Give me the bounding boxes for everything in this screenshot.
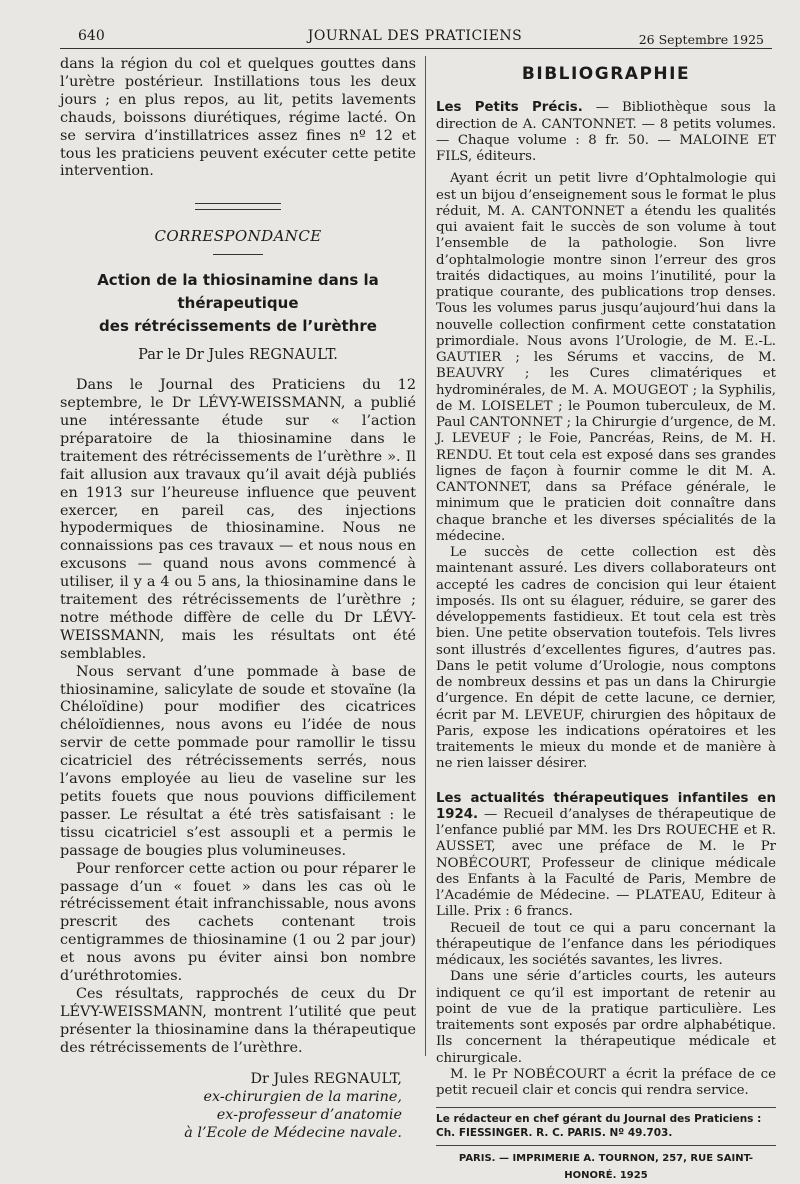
column-divider: [425, 56, 426, 1056]
editor-credit: Le rédacteur en chef gérant du Journal des Praticiens : Ch. FIESSINGER. R. C. PARIS. Nº 49.703.: [436, 1113, 762, 1140]
journal-title: JOURNAL DES PRATICIENS: [307, 28, 523, 44]
review-paragraph: Recueil de tout ce qui a paru concernant la thérapeutique de l’enfance dans les périodiques médicaux, les sociétés savantes, les livres.: [436, 920, 776, 968]
signature-line: à l’Ecole de Médecine navale.: [184, 1124, 402, 1141]
page-number: 640: [78, 28, 105, 44]
byline: Par le Dr Jules REGNAULT.: [138, 347, 338, 364]
article-paragraph: Dans le Journal des Praticiens du 12 septembre, le Dr LÉVY-WEISSMANN, a publié une intéressante étude sur « l’action préparatoire de la thiosinamine dans le traitement des rétrécissements de l’urèthre ». Il fait allusion aux travaux qu’il avait déjà publiés en 1913 sur l’heureuse influence que peuvent exercer, en pareil cas, des injections hypodermiques de thiosinamine. Nous ne connaissions pas ces travaux — et nous nous en excusons — quand nous avons commencé à utiliser, il y a 4 ou 5 ans, la thiosinamine dans le traitement des rétrécissements de l’urèthre ; notre méthode diffère de celle du Dr LÉVY-WEISSMANN, mais les résultats ont été semblables.: [60, 377, 416, 662]
article-title-line-2: des rétrécissements de l’urèthre: [99, 317, 377, 336]
printer-credit: PARIS. — IMPRIMERIE A. TOURNON, 257, RUE SAINT-HONORÉ. 1925: [458, 1153, 754, 1181]
entry-reference: — Bibliothèque sous la direction de A. CANTONNET. — 8 petits volumes. — Chaque volume : 8 fr. 50. — MALOINE ET FILS, éditeurs.: [436, 100, 777, 164]
signature-name: Dr Jules REGNAULT,: [250, 1070, 402, 1087]
page-header: [60, 26, 770, 50]
review-paragraph: Dans une série d’articles courts, les auteurs indiquent ce qu’il est important de retenir au point de vue de la pratique particulière. Les traitements sont exposés par ordre alphabétique. Ils concernent la thérapeutique médicale et chirurgicale.: [436, 969, 776, 1066]
issue-date: 26 Septembre 1925: [638, 32, 764, 47]
header-rule: [60, 48, 772, 49]
article-paragraph: Ces résultats, rapprochés de ceux du Dr LÉVY-WEISSMANN, montrent l’utilité que peut présenter la thiosinamine dans la thérapeutique des rétrécissements de l’urèthre.: [60, 985, 416, 1056]
article-title: [60, 269, 416, 338]
left-column: [60, 56, 416, 1142]
entry-title: Les actualités thérapeutiques infantiles en 1924.: [436, 790, 776, 822]
article-paragraph: Pour renforcer cette action ou pour réparer le passage d’un « fouet » dans les cas où le rétrécissement était infranchissable, nous avons prescrit des cachets contenant trois centigrammes de thiosinamine (1 ou 2 par jour) et nous avons pu éviter ainsi bon nombre d’uréthrotomies.: [60, 860, 416, 985]
right-column: [436, 56, 776, 1184]
article-title-line-1: Action de la thiosinamine dans la thérapeutique: [97, 271, 379, 313]
review-paragraph: M. le Pr NOBÉCOURT a écrit la préface de ce petit recueil clair et concis qui rendra service.: [436, 1066, 776, 1098]
intro-paragraph: dans la région du col et quelques gouttes dans l’urètre postérieur. Instillations tous les deux jours ; en plus repos, au lit, petits lavements chauds, boissons diurétiques, régime lacté. On se servira d’instillatrices assez fines nº 12 et tous les praticiens peuvent exécuter cette petite intervention.: [60, 56, 416, 180]
entry-title: Les Petits Précis.: [436, 100, 583, 116]
section-title: CORRESPONDANCE: [154, 227, 322, 246]
signature-line: ex-chirurgien de la marine,: [203, 1088, 402, 1105]
bibliography-entry-header: [436, 791, 776, 921]
bibliography-entry-header: [436, 100, 776, 165]
entry-reference: — Recueil d’analyses de thérapeutique de l’enfance publié par MM. les Drs ROUECHE et R. AUSSET, avec une préface de M. le Pr NOBÉCOURT, Professeur de clinique médicale des Enfants à la Faculté de Paris, Membre de l’Académie de Médecine. — PLATEAU, Editeur à Lille. Prix : 6 francs.: [436, 806, 776, 920]
review-paragraph: Ayant écrit un petit livre d’Ophtalmologie qui est un bijou d’enseignement sous le format le plus réduit, M. A. CANTONNET a étendu les qualités qui avaient fait le succès de son volume à tout l’ensemble de la pathologie. Son livre d’ophtalmologie montre sinon l’erreur des gros traités didactiques, au moins l’inutilité, pour la pratique courante, des publications trop denses. Tous les volumes parus jusqu’aujourd’hui dans la nouvelle collection confirment cette constatation primordiale. Nous avons l’Urologie, de M. E.-L. GAUTIER ; les Sérums et vaccins, de M. BEAUVRY ; les Cures climatériques et hydrominérales, de M. A. MOUGEOT ; la Syphilis, de M. LOISELET ; le Poumon tuberculeux, de M. Paul CANTONNET ; la Chirurgie d’urgence, de M. J. LEVEUF ; le Foie, Pancréas, Reins, de M. H. RENDU. Et tout cela est exposé dans ses grandes lignes de façon à fournir comme le dit M. A. CANTONNET, dans sa Préface générale, le minimum que le praticien doit connaître dans chaque branche et les diverses spécialités de la médecine.: [436, 171, 776, 544]
article-paragraph: Nous servant d’une pommade à base de thiosinamine, salicylate de soude et stovaïne (la Chéloïdine) pour modifier des cicatrices chéloïdiennes, nous avons eu l’idée de nous servir de cette pommade pour ramollir le tissu cicatriciel des rétrécissements serrés, nous l’avons employée au lieu de vaseline sur les petits fouets que nous pouvions difficilement passer. Le résultat a été très satisfaisant : le tissu cicatriciel s’est assoupli et a permis le passage de bougies plus volumineuses.: [60, 663, 416, 859]
bibliography-title: BIBLIOGRAPHIE: [521, 64, 691, 84]
signature-line: ex-professeur d’anatomie: [216, 1106, 402, 1123]
signature: [60, 1070, 416, 1142]
review-paragraph: Le succès de cette collection est dès maintenant assuré. Les divers collaborateurs ont accepté les cadres de concision qui leur étaient imposés. Ils ont su élaguer, réduire, se garer des développements fastidieux. Et tout cela est très bien. Une petite observation toutefois. Tels livres sont illustrés d’excellentes figures, d’autres pas. Dans le petit volume d’Urologie, nous comptons de nombreux dessins et pas un dans la Chirurgie d’urgence. En dépit de cette lacune, ce dernier, écrit par M. LEVEUF, chirurgien des hôpitaux de Paris, expose les indications opératoires et les traitements le mieux du monde et de manière à ne rien laisser désirer.: [436, 545, 776, 772]
section-divider: [195, 203, 281, 210]
